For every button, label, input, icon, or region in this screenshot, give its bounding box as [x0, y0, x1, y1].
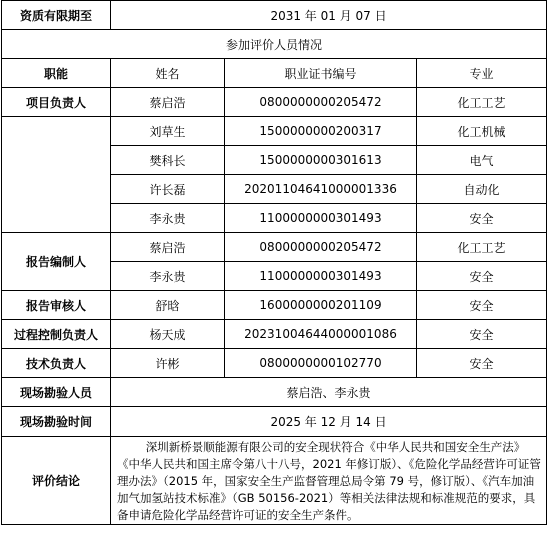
role-cell: 报告审核人	[2, 291, 111, 320]
cert-number-cell: 0800000000205472	[225, 88, 417, 117]
section-title: 参加评价人员情况	[2, 30, 547, 59]
cert-number-cell: 0800000000102770	[225, 349, 417, 378]
role-cell: 技术负责人	[2, 349, 111, 378]
personnel-row	[2, 88, 547, 117]
name-cell: 许长磊	[111, 175, 225, 204]
site-staff-label: 现场勘验人员	[2, 378, 111, 407]
cert-number-cell: 1100000000301493	[225, 262, 417, 291]
header-major: 专业	[417, 59, 547, 88]
header-row	[2, 59, 547, 88]
cert-number-cell: 1100000000301493	[225, 204, 417, 233]
personnel-row	[2, 320, 547, 349]
qualification-row	[2, 1, 547, 30]
major-cell: 化工机械	[417, 117, 547, 146]
cert-number-cell: 20201104641000001336	[225, 175, 417, 204]
cert-number-cell: 1600000000201109	[225, 291, 417, 320]
name-cell: 李永贵	[111, 204, 225, 233]
major-cell: 安全	[417, 320, 547, 349]
cert-number-cell: 20231004644000001086	[225, 320, 417, 349]
name-cell: 刘草生	[111, 117, 225, 146]
major-cell: 电气	[417, 146, 547, 175]
table-body	[2, 1, 547, 525]
section-title-row	[2, 30, 547, 59]
name-cell: 蔡启浩	[111, 88, 225, 117]
site-time-label: 现场勘验时间	[2, 407, 111, 437]
conclusion-row	[2, 437, 547, 525]
name-cell: 舒晗	[111, 291, 225, 320]
site-staff-value: 蔡启浩、李永贵	[111, 378, 547, 407]
cert-number-cell: 1500000000200317	[225, 117, 417, 146]
name-cell: 蔡启浩	[111, 233, 225, 262]
major-cell: 化工工艺	[417, 233, 547, 262]
personnel-row	[2, 233, 547, 262]
site-time-row	[2, 407, 547, 437]
major-cell: 安全	[417, 204, 547, 233]
role-cell: 过程控制负责人	[2, 320, 111, 349]
header-name: 姓名	[111, 59, 225, 88]
major-cell: 化工工艺	[417, 88, 547, 117]
role-cell: 报告编制人	[2, 233, 111, 291]
major-cell: 安全	[417, 349, 547, 378]
qualification-label: 资质有限期至	[2, 1, 111, 30]
role-cell	[2, 117, 111, 233]
name-cell: 许彬	[111, 349, 225, 378]
conclusion-text: 深圳新桥景顺能源有限公司的安全现状符合《中华人民共和国安全生产法》《中华人民共和国主席令第八十八号，2021 年修订版）、《危险化学品经营许可证管理办法》（2015 年，国家安全生产监督管理总局令第 79 号，修订版）、《汽车加油加气加氢站技术标准》（GB 50156-2021）等相关法律法规和标准规范的要求，具备申请危险化学品经营许可证的安全生产条件。	[111, 437, 547, 525]
major-cell: 安全	[417, 291, 547, 320]
header-cert: 职业证书编号	[225, 59, 417, 88]
personnel-row	[2, 117, 547, 146]
name-cell: 樊科长	[111, 146, 225, 175]
header-role: 职能	[2, 59, 111, 88]
name-cell: 李永贵	[111, 262, 225, 291]
cert-number-cell: 1500000000301613	[225, 146, 417, 175]
cert-number-cell: 0800000000205472	[225, 233, 417, 262]
personnel-row	[2, 291, 547, 320]
major-cell: 自动化	[417, 175, 547, 204]
conclusion-label: 评价结论	[2, 437, 111, 525]
site-staff-row	[2, 378, 547, 407]
evaluation-personnel-table	[1, 0, 547, 525]
role-cell: 项目负责人	[2, 88, 111, 117]
personnel-row	[2, 349, 547, 378]
major-cell: 安全	[417, 262, 547, 291]
name-cell: 杨天成	[111, 320, 225, 349]
site-time-value: 2025 年 12 月 14 日	[111, 407, 547, 437]
qualification-value: 2031 年 01 月 07 日	[111, 1, 547, 30]
